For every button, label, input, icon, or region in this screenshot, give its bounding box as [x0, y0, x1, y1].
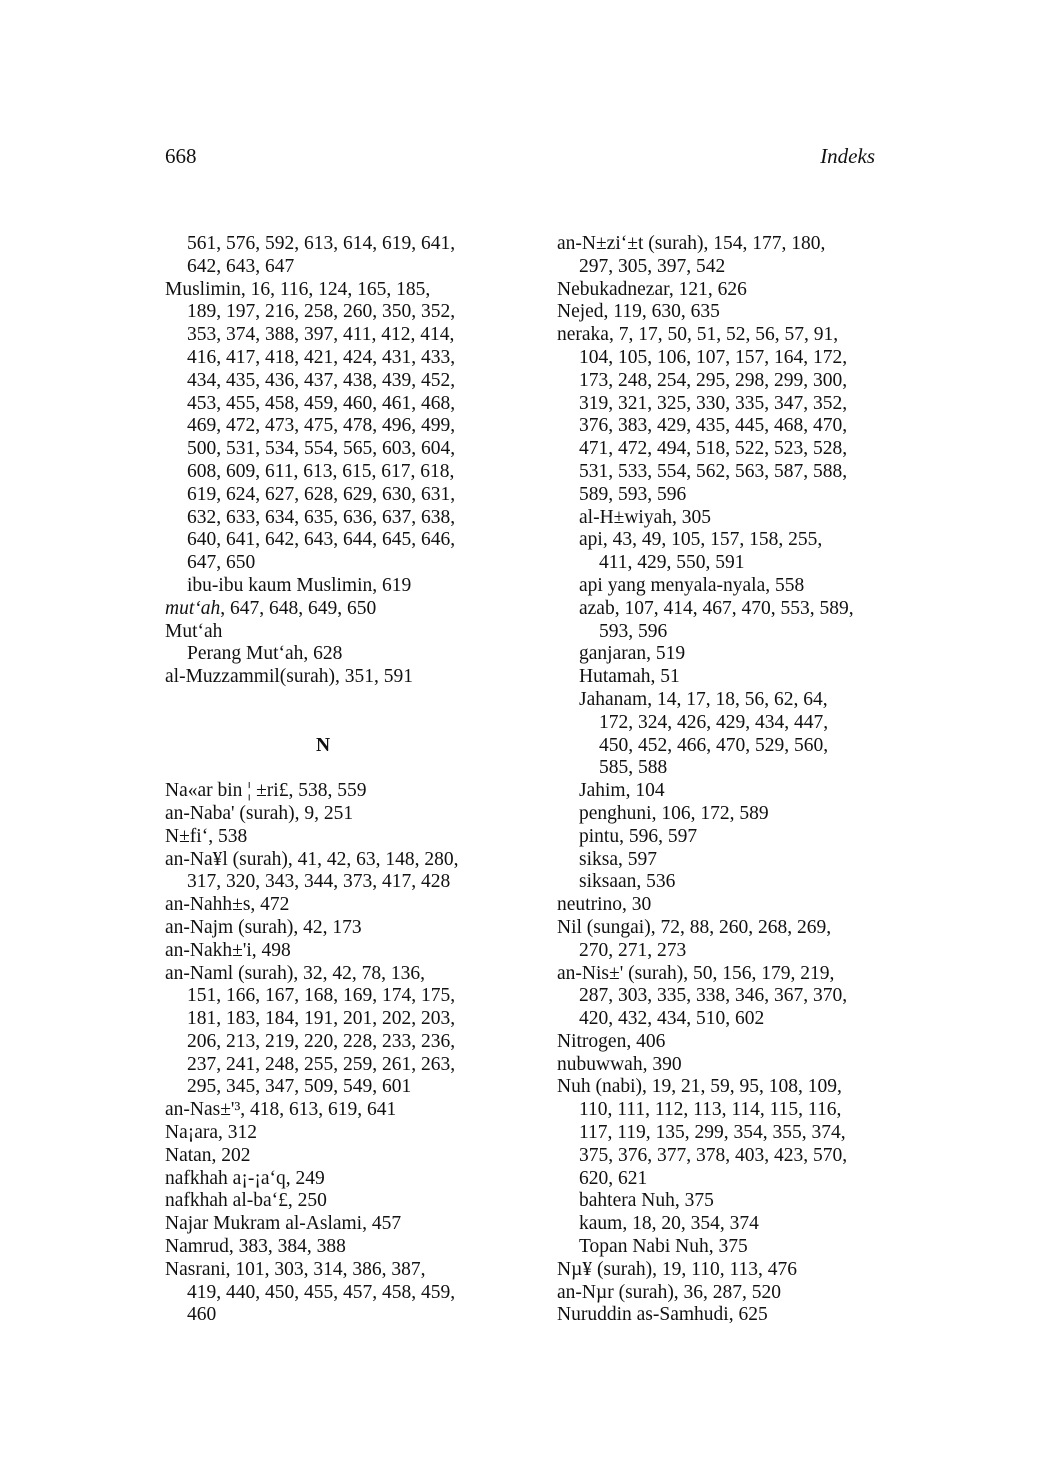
index-entry: Nebukadnezar, 121, 626: [557, 278, 747, 300]
index-entry-continuation: bahtera Nuh, 375: [579, 1190, 714, 1212]
index-entry-continuation: 642, 643, 647: [187, 255, 295, 277]
index-entry-continuation: api, 43, 49, 105, 157, 158, 255,: [579, 529, 823, 551]
index-entry-continuation: 471, 472, 494, 518, 522, 523, 528,: [579, 438, 848, 460]
index-entry: Namrud, 383, 384, 388: [165, 1236, 346, 1258]
index-entry-continuation: 419, 440, 450, 455, 457, 458, 459,: [187, 1281, 456, 1303]
index-entry: Nuruddin as-Samhudi, 625: [557, 1304, 768, 1326]
index-entry-continuation: 411, 429, 550, 591: [599, 552, 745, 574]
index-entry: neutrino, 30: [557, 894, 652, 916]
index-entry: Nuh (nabi), 19, 21, 59, 95, 108, 109,: [557, 1076, 842, 1098]
index-entry: Na¡ara, 312: [165, 1122, 258, 1144]
index-entry-continuation: siksa, 597: [579, 848, 657, 870]
index-entry-continuation: al-H±wiyah, 305: [579, 506, 712, 528]
index-entry-continuation: 376, 383, 429, 435, 445, 468, 470,: [579, 415, 848, 437]
index-entry-continuation: 297, 305, 397, 542: [579, 255, 726, 277]
spacer: [165, 712, 505, 735]
index-entry-continuation: 151, 166, 167, 168, 169, 174, 175,: [187, 985, 456, 1007]
index-entry-continuation: 317, 320, 343, 344, 373, 417, 428: [187, 871, 451, 893]
index-entry: Mut‘ah: [165, 620, 223, 642]
index-entry: Najar Mukram al-Aslami, 457: [165, 1213, 402, 1235]
index-entry: Muslimin, 16, 116, 124, 165, 185,: [165, 278, 431, 300]
index-entry: an-Nµr (surah), 36, 287, 520: [557, 1281, 782, 1303]
index-entry: nafkhah a¡-¡a‘q, 249: [165, 1167, 325, 1189]
index-entry-continuation: 531, 533, 554, 562, 563, 587, 588,: [579, 460, 848, 482]
index-entry-continuation: ibu-ibu kaum Muslimin, 619: [187, 574, 412, 596]
index-entry: Nitrogen, 406: [557, 1030, 666, 1052]
index-entry: Nµ¥ (surah), 19, 110, 113, 476: [557, 1258, 797, 1280]
index-entry-continuation: azab, 107, 414, 467, 470, 553, 589,: [579, 597, 854, 619]
index-entry: neraka, 7, 17, 50, 51, 52, 56, 57, 91,: [557, 324, 839, 346]
index-entry: an-Na¥l (surah), 41, 42, 63, 148, 280,: [165, 848, 459, 870]
index-entry: Natan, 202: [165, 1144, 251, 1166]
index-entry: N±fi‘, 538: [165, 825, 248, 847]
index-entry: an-Naml (surah), 32, 42, 78, 136,: [165, 962, 425, 984]
index-entry-continuation: 416, 417, 418, 421, 424, 431, 433,: [187, 346, 456, 368]
index-entry: an-Nahh±s, 472: [165, 894, 290, 916]
index-entry-continuation: 181, 183, 184, 191, 201, 202, 203,: [187, 1008, 456, 1030]
index-entry-continuation: 287, 303, 335, 338, 346, 367, 370,: [579, 985, 848, 1007]
index-entry-continuation: 375, 376, 377, 378, 403, 423, 570,: [579, 1144, 848, 1166]
page-number: 668: [165, 144, 197, 168]
index-entry-continuation: kaum, 18, 20, 354, 374: [579, 1213, 759, 1235]
spacer: [165, 689, 505, 712]
index-entry-continuation: 270, 271, 273: [579, 939, 687, 961]
index-entry-continuation: 117, 119, 135, 299, 354, 355, 374,: [579, 1122, 846, 1144]
index-entry-continuation: Jahanam, 14, 17, 18, 56, 62, 64,: [579, 688, 828, 710]
index-entry-continuation: 585, 588: [599, 757, 668, 779]
index-entry: an-Nis±' (surah), 50, 156, 179, 219,: [557, 962, 835, 984]
index-entry: Na«ar bin ¦ ±ri£, 538, 559: [165, 780, 367, 802]
index-entry-continuation: 632, 633, 634, 635, 636, 637, 638,: [187, 506, 456, 528]
index-entry-continuation: 434, 435, 436, 437, 438, 439, 452,: [187, 369, 456, 391]
index-column-right: [557, 233, 897, 1327]
index-entry-continuation: 420, 432, 434, 510, 602: [579, 1008, 765, 1030]
index-entry: an-Najm (surah), 42, 173: [165, 916, 362, 938]
index-entry-continuation: pintu, 596, 597: [579, 825, 698, 847]
index-entry: an-N±zi‘±t (surah), 154, 177, 180,: [557, 233, 826, 254]
index-entry: Nejed, 119, 630, 635: [557, 301, 720, 323]
running-title: Indeks: [820, 144, 875, 168]
index-entry-continuation: api yang menyala-nyala, 558: [579, 574, 805, 596]
spacer: [165, 757, 505, 780]
index-entry-continuation: 647, 650: [187, 552, 256, 574]
page-header: [165, 144, 875, 174]
index-entry-continuation: 104, 105, 106, 107, 157, 164, 172,: [579, 346, 848, 368]
index-entry-continuation: 608, 609, 611, 613, 615, 617, 618,: [187, 460, 455, 482]
index-entry: Nil (sungai), 72, 88, 260, 268, 269,: [557, 916, 832, 938]
section-heading: N: [315, 734, 331, 756]
index-pages: , 647, 648, 649, 650: [220, 597, 377, 619]
index-entry: Nasrani, 101, 303, 314, 386, 387,: [165, 1258, 426, 1280]
index-entry-continuation: 173, 248, 254, 295, 298, 299, 300,: [579, 369, 848, 391]
index-column-left: [165, 233, 505, 1327]
index-entry-continuation: penghuni, 106, 172, 589: [579, 802, 769, 824]
index-entry-continuation: 460: [187, 1304, 217, 1326]
index-entry-continuation: 620, 621: [579, 1167, 648, 1189]
index-entry-continuation: 561, 576, 592, 613, 614, 619, 641,: [187, 233, 456, 254]
index-entry-continuation: 295, 345, 347, 509, 549, 601: [187, 1076, 412, 1098]
index-entry-continuation: 172, 324, 426, 429, 434, 447,: [599, 711, 829, 733]
index-entry-continuation: 319, 321, 325, 330, 335, 347, 352,: [579, 392, 848, 414]
index-entry-continuation: Topan Nabi Nuh, 375: [579, 1236, 748, 1258]
index-entry-continuation: 640, 641, 642, 643, 644, 645, 646,: [187, 529, 456, 551]
index-entry-continuation: 237, 241, 248, 255, 259, 261, 263,: [187, 1053, 456, 1075]
index-entry-continuation: ganjaran, 519: [579, 643, 686, 665]
index-entry: nubuwwah, 390: [557, 1053, 682, 1075]
index-entry-continuation: 469, 472, 473, 475, 478, 496, 499,: [187, 415, 456, 437]
index-entry: an-Naba' (surah), 9, 251: [165, 802, 354, 824]
index-entry-continuation: Hutamah, 51: [579, 666, 680, 688]
index-entry-continuation: 110, 111, 112, 113, 114, 115, 116,: [579, 1099, 842, 1121]
index-entry-continuation: siksaan, 536: [579, 871, 676, 893]
index-entry: [165, 598, 505, 621]
index-entry-continuation: 453, 455, 458, 459, 460, 461, 468,: [187, 392, 456, 414]
index-entry-continuation: 500, 531, 534, 554, 565, 603, 604,: [187, 438, 456, 460]
index-entry: nafkhah al-ba‘£, 250: [165, 1190, 327, 1212]
index-entry: an-Nas±'³, 418, 613, 619, 641: [165, 1099, 397, 1121]
index-entry-continuation: 589, 593, 596: [579, 483, 687, 505]
index-entry-continuation: 189, 197, 216, 258, 260, 350, 352,: [187, 301, 456, 323]
index-entry-continuation: 353, 374, 388, 397, 411, 412, 414,: [187, 324, 455, 346]
index-entry: al-Muzzammil(surah), 351, 591: [165, 666, 414, 688]
index-entry-continuation: 593, 596: [599, 620, 668, 642]
index-entry: an-Nakh±'i, 498: [165, 939, 291, 961]
index-entry-continuation: 619, 624, 627, 628, 629, 630, 631,: [187, 483, 456, 505]
index-entry-continuation: 450, 452, 466, 470, 529, 560,: [599, 734, 829, 756]
index-entry-continuation: Jahim, 104: [579, 780, 665, 802]
index-entry-continuation: Perang Mut‘ah, 628: [187, 643, 343, 665]
index-entry-continuation: 206, 213, 219, 220, 228, 233, 236,: [187, 1030, 456, 1052]
index-term: mut‘ah: [165, 597, 221, 619]
